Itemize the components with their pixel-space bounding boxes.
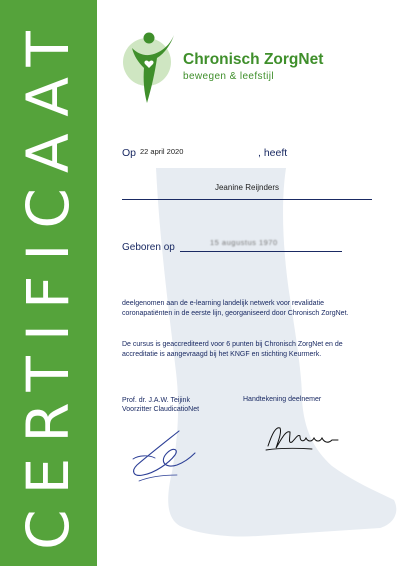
birth-date-underline xyxy=(180,251,342,252)
chair-name: Prof. dr. J.A.W. Teijink xyxy=(122,397,190,404)
certificate-sidebar xyxy=(0,0,97,566)
certificate-date: 22 april 2020 xyxy=(140,147,184,156)
birth-date: 15 augustus 1970 xyxy=(210,238,278,247)
certificate-title: CERTIFICAAT xyxy=(14,16,82,550)
logo-name: Chronisch ZorgNet xyxy=(183,51,324,68)
leg-watermark xyxy=(108,168,400,566)
logo-tagline: bewegen & leefstijl xyxy=(183,71,274,82)
chair-role: Voorzitter ClaudicatioNet xyxy=(122,406,200,413)
recipient-name: Jeanine Reijnders xyxy=(214,183,280,192)
heeft-label: , heeft xyxy=(258,147,288,159)
chair-signature-icon xyxy=(125,425,205,485)
participant-signature-label: Handtekening deelnemer xyxy=(243,396,322,403)
op-label: Op xyxy=(122,147,137,159)
accreditation-text: De cursus is geaccrediteerd voor 6 punten bij Chronisch ZorgNet en de accreditatie is aangevraagd bij het KNGF en stichting Keurmerk. xyxy=(122,341,343,358)
name-underline xyxy=(122,199,372,200)
participant-signature-icon xyxy=(262,420,342,456)
born-label: Geboren op xyxy=(122,242,175,253)
course-description: deelgenomen aan de e-learning landelijk netwerk voor revalidatie coronapatiënten in de eerste lijn, georganiseerd door Chronisch ZorgNet. xyxy=(122,300,349,317)
